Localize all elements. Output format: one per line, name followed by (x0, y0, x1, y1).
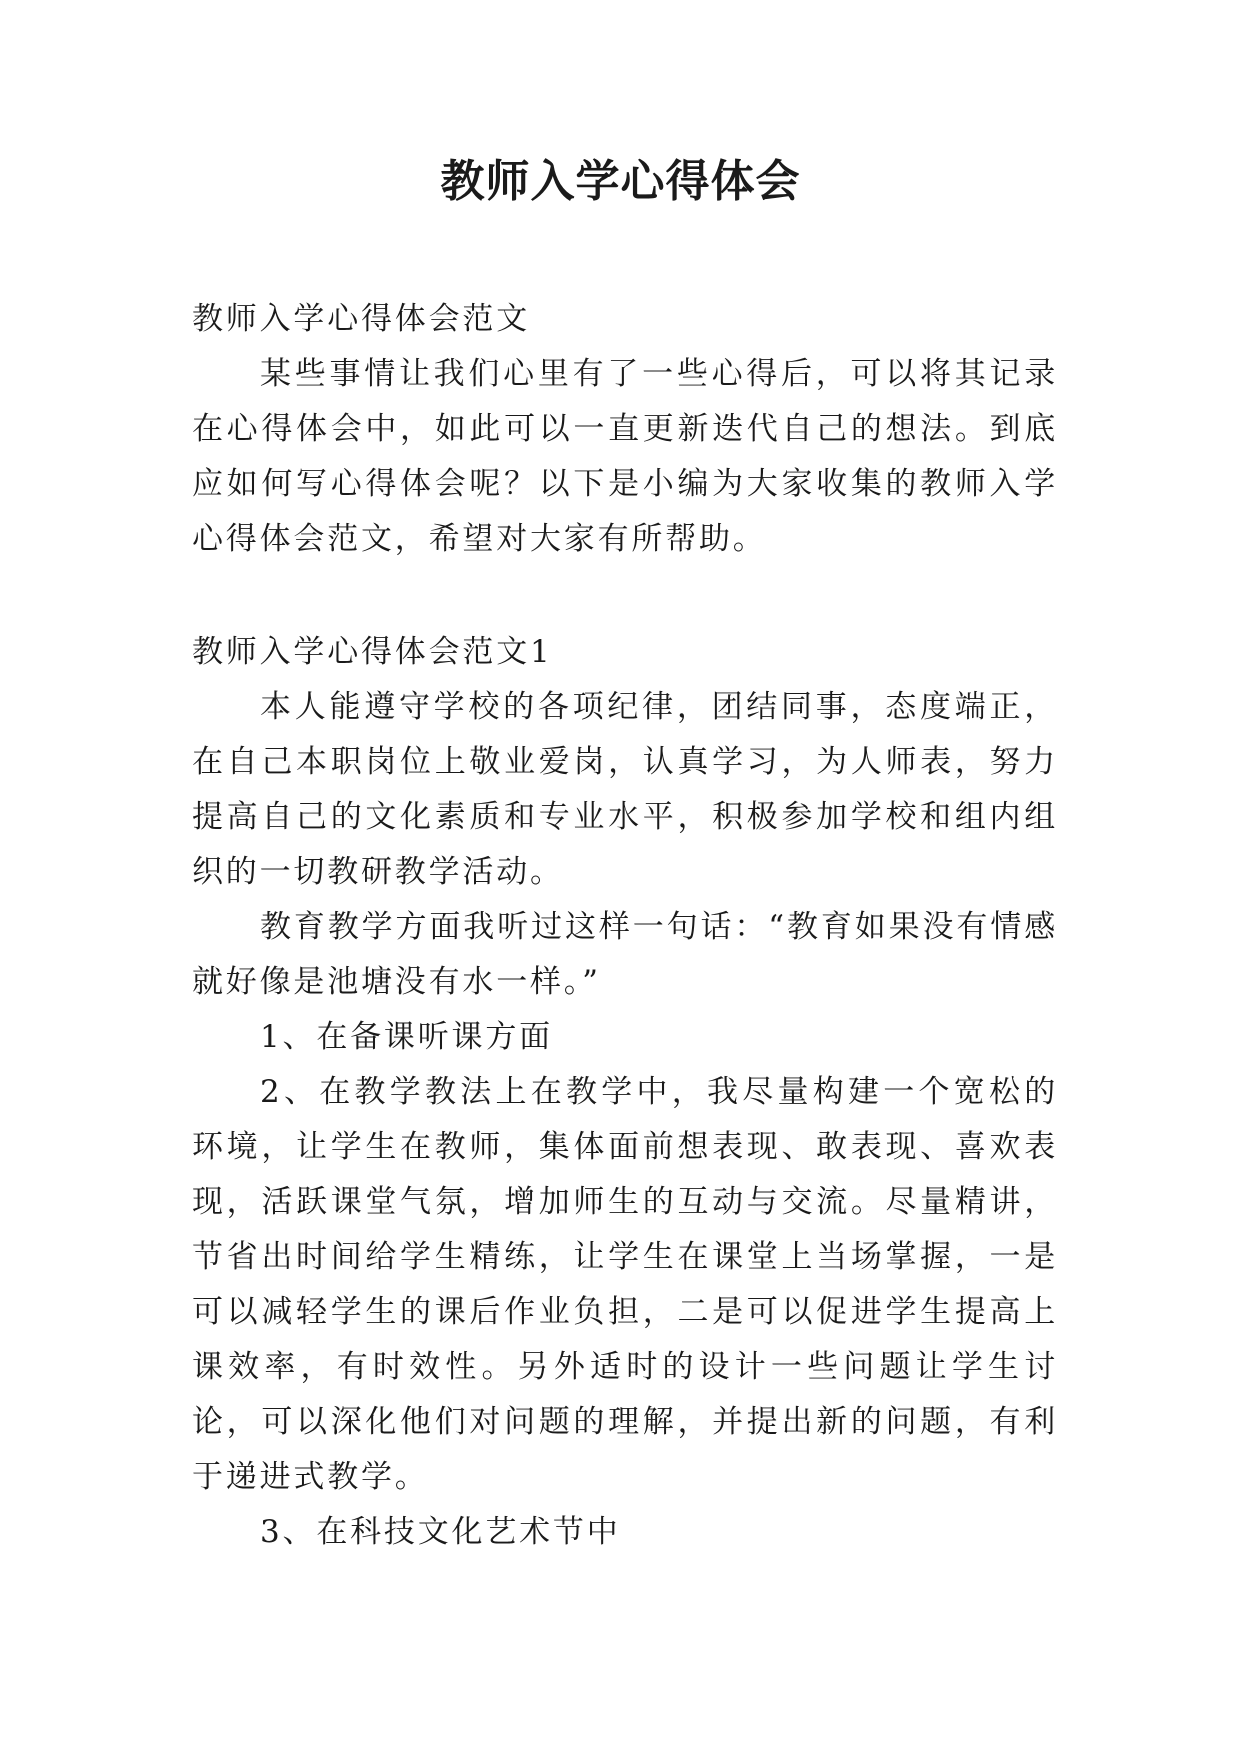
section-heading-essay-1: 教师入学心得体会范文1 (192, 634, 553, 670)
section-heading-intro: 教师入学心得体会范文 (192, 301, 530, 337)
intro-paragraph: 某些事情让我们心里有了一些心得后，可以将其记录在心得体会中，如此可以一直更新迭代自己的想法。到底应如何写心得体会呢？以下是小编为大家收集的教师入学心得体会范文，希望对大家有所帮助。 (192, 356, 1058, 557)
section-spacer (192, 567, 1058, 625)
document-title: 教师入学心得体会 (440, 156, 801, 207)
list-item-arts-festival: 3、在科技文化艺术节中 (260, 1514, 621, 1550)
paragraph-quote: 教育教学方面我听过这样一句话：“教育如果没有情感就好像是池塘没有水一样。” (192, 909, 1058, 1000)
document-body (192, 292, 1058, 1560)
list-item-lesson-prep: 1、在备课听课方面 (260, 1019, 553, 1055)
list-item-teaching-methods: 2、在教学教法上在教学中，我尽量构建一个宽松的环境，让学生在教师，集体面前想表现、敢表现、喜欢表现，活跃课堂气氛，增加师生的互动与交流。尽量精讲，节省出时间给学生精练，让学生在课堂上当场掌握，一是可以减轻学生的课后作业负担，二是可以促进学生提高上课效率，有时效性。另外适时的设计一些问题让学生讨论，可以深化他们对问题的理解，并提出新的问题，有利于递进式教学。 (192, 1074, 1058, 1495)
paragraph-discipline: 本人能遵守学校的各项纪律，团结同事，态度端正，在自己本职岗位上敬业爱岗，认真学习，为人师表，努力提高自己的文化素质和专业水平，积极参加学校和组内组织的一切教研教学活动。 (192, 689, 1058, 890)
